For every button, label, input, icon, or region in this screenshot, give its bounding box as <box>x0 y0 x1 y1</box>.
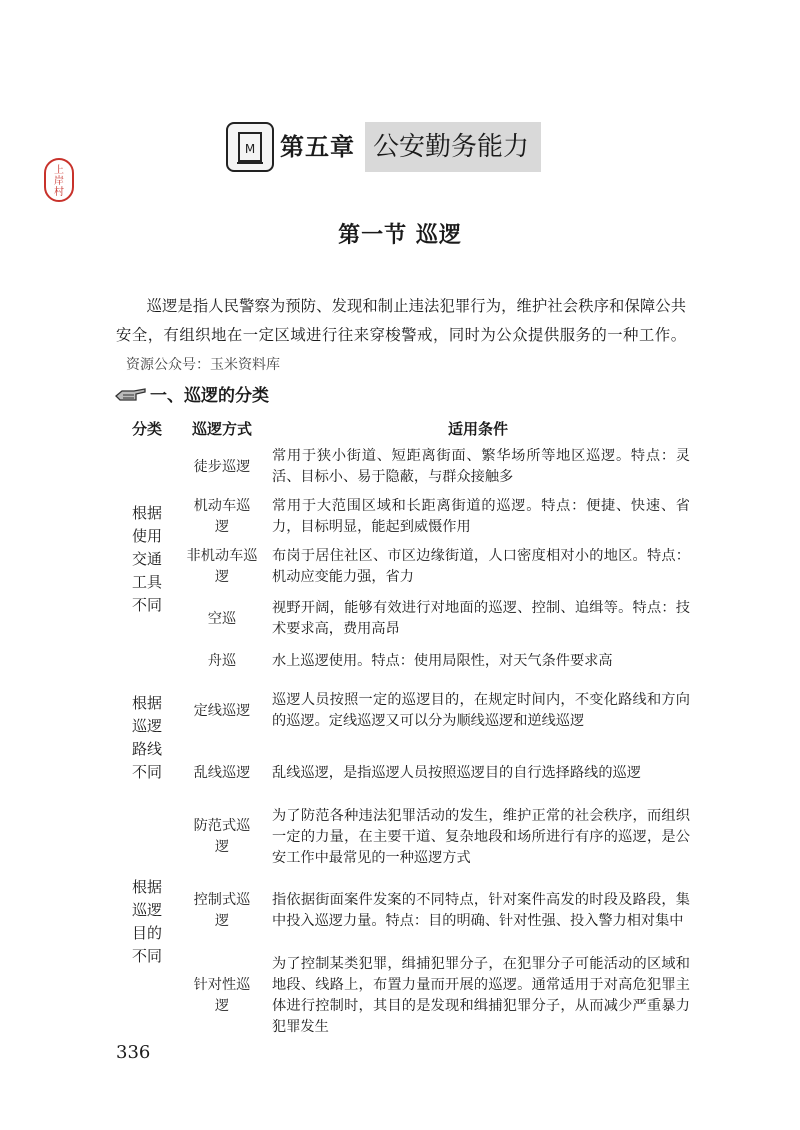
book-m-icon <box>226 122 274 172</box>
method-cell <box>178 542 266 592</box>
condition-cell: 视野开阔，能够有效进行对地面的巡逻、控制、追缉等。特点：技术要求高，费用高昂 <box>272 600 690 637</box>
intro-text: 巡逻是指人民警察为预防、发现和制止违法犯罪行为，维护社会秩序和保障公共安全，有组织地在一定区域进行往来穿梭警戒，同时为公众提供服务的一种工作。 <box>116 297 686 344</box>
patrol-classification-table <box>116 414 690 1044</box>
condition-cell: 常用于大范围区域和长距离街道的巡逻。特点：便捷、快速、省力，目标明显，能起到威慑作用 <box>272 498 690 535</box>
subheading <box>114 380 269 406</box>
condition-cell: 水上巡逻使用。特点：使用局限性，对天气条件要求高 <box>272 652 613 669</box>
subheading-text: 一、巡逻的分类 <box>150 385 269 406</box>
seal-logo-icon <box>44 158 74 202</box>
condition-cell: 为了控制某类犯罪，缉捕犯罪分子，在犯罪分子可能活动的区域和地段、线路上，布置力量而开展的巡逻。通常适用于对高危犯罪主体进行控制时，其目的是发现和缉捕犯罪分子，从而减少严重暴力犯罪发生 <box>272 956 690 1035</box>
condition-cell: 乱线巡逻，是指巡逻人员按照巡逻目的自行选择路线的巡逻 <box>272 764 641 781</box>
condition-cell: 为了防范各种违法犯罪活动的发生，维护正常的社会秩序，而组织一定的力量，在主要干道、复杂地段和场所进行有序的巡逻，是公安工作中最常见的一种巡逻方式 <box>272 807 690 866</box>
svg-text:M: M <box>244 142 256 156</box>
category-text: 根据巡逻路线不同 <box>131 694 162 781</box>
category-text: 根据使用交通工具不同 <box>131 503 162 614</box>
method-cell: 徒步巡逻 <box>193 458 251 475</box>
method-cell <box>178 492 266 542</box>
chapter-number: 第五章 <box>280 133 355 161</box>
method-text: 防范式巡逻 <box>193 818 251 855</box>
table-header-row <box>116 414 690 442</box>
category-cell <box>116 676 178 800</box>
method-cell: 空巡 <box>207 610 237 627</box>
svg-text:岸: 岸 <box>54 176 64 187</box>
header-category: 分类 <box>131 419 162 438</box>
chapter-title: 公安勤务能力 <box>365 122 541 172</box>
category-cell <box>116 800 178 1044</box>
method-cell <box>178 948 266 1044</box>
svg-text:村: 村 <box>54 187 64 198</box>
method-cell <box>178 800 266 874</box>
category-cell <box>116 442 178 676</box>
table-row <box>116 442 690 492</box>
table-row <box>116 874 690 948</box>
condition-cell: 巡逻人员按照一定的巡逻目的，在规定时间内，不变化路线和方向的巡逻。定线巡逻又可以分为顺线巡逻和逆线巡逻 <box>272 692 690 729</box>
method-cell: 乱线巡逻 <box>193 764 251 781</box>
chapter-header <box>226 122 541 172</box>
table-row <box>116 746 690 800</box>
method-cell: 舟巡 <box>207 652 237 669</box>
page-number: 336 <box>116 1042 151 1063</box>
pointing-hand-icon <box>114 382 148 404</box>
method-cell: 定线巡逻 <box>193 702 251 719</box>
header-condition: 适用条件 <box>447 419 508 438</box>
seal-logo-glyphs <box>46 160 72 200</box>
header-method: 巡逻方式 <box>191 419 252 438</box>
svg-text:上: 上 <box>54 165 64 176</box>
watermark-text: 资源公众号：玉米资料库 <box>126 357 280 373</box>
section-title: 第一节 巡逻 <box>338 222 462 248</box>
intro-block <box>116 292 686 380</box>
table-row <box>116 592 690 646</box>
method-cell <box>178 874 266 948</box>
table-row <box>116 492 690 542</box>
condition-cell: 指依据街面案件发案的不同特点，针对案件高发的时段及路段，集中投入巡逻力量。特点：目的明确、针对性强、投入警力相对集中 <box>272 892 690 929</box>
category-text: 根据巡逻目的不同 <box>131 878 162 965</box>
table-row <box>116 948 690 1044</box>
table-row <box>116 542 690 592</box>
table-row <box>116 800 690 874</box>
method-text: 非机动车巡逻 <box>186 548 258 585</box>
condition-cell: 常用于狭小街道、短距离街面、繁华场所等地区巡逻。特点：灵活、目标小、易于隐蔽，与群众接触多 <box>272 448 690 485</box>
method-text: 控制式巡逻 <box>193 892 251 929</box>
intro-paragraph <box>116 292 686 380</box>
condition-cell: 布岗于居住社区、市区边缘街道，人口密度相对小的地区。特点：机动应变能力强，省力 <box>272 548 690 585</box>
method-text: 针对性巡逻 <box>193 977 251 1014</box>
table-row <box>116 676 690 746</box>
table-row <box>116 646 690 676</box>
method-text: 机动车巡逻 <box>193 498 251 535</box>
